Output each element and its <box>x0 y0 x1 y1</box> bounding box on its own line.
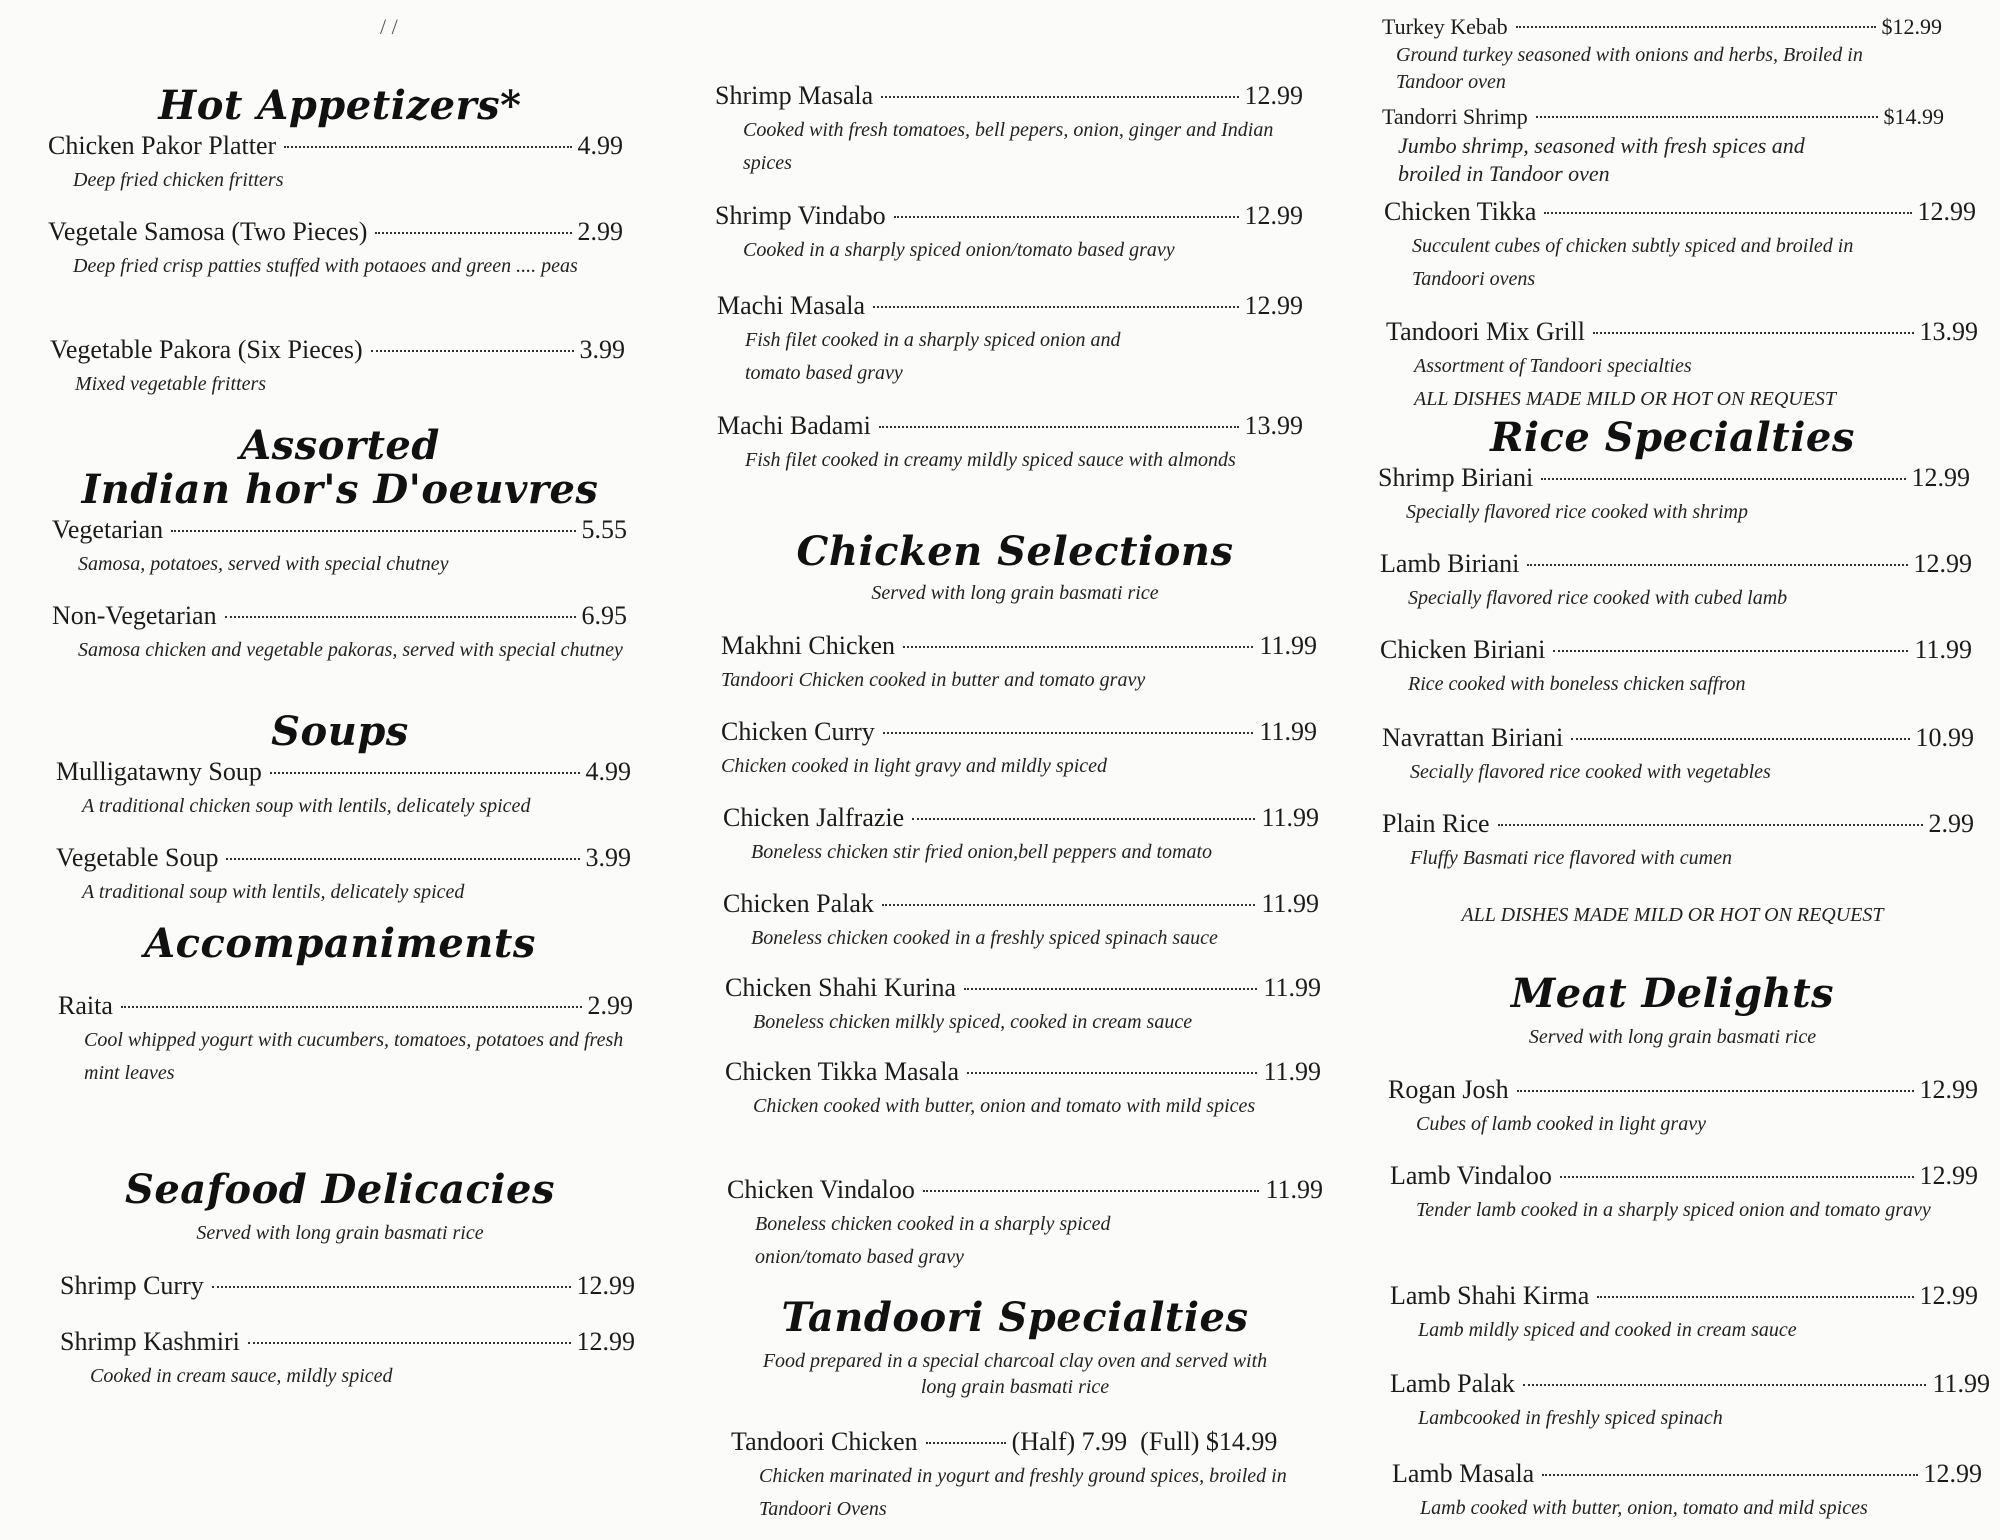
item-description: Succulent cubes of chicken subtly spiced and broiled in Tandoori ovens <box>1412 235 1854 290</box>
item-description: Chicken cooked with butter, onion and tomato with mild spices <box>753 1095 1256 1117</box>
item-description: Cool whipped yogurt with cucumbers, tomatoes, potatoes and fresh mint leaves <box>84 1029 624 1084</box>
menu-item <box>715 200 1303 232</box>
item-price: 12.99 <box>1919 1161 1978 1190</box>
item-name: Tandoori Chicken <box>731 1427 918 1456</box>
section-title-meat: Meat Delights <box>1510 970 1835 1017</box>
item-name: Turkey Kebab <box>1382 14 1508 39</box>
leader-dots <box>371 350 574 352</box>
leader-dots <box>1523 1384 1927 1386</box>
leader-dots <box>1553 650 1908 652</box>
menu-item <box>48 216 623 248</box>
menu-item <box>1390 1280 1978 1312</box>
item-description: Jumbo shrimp, seasoned with fresh spices and broiled in Tandoor oven <box>1398 133 1805 186</box>
section-title-chicken: Chicken Selections <box>796 528 1234 575</box>
menu-item <box>717 410 1303 442</box>
menu-item <box>1384 196 1976 228</box>
item-name: Lamb Masala <box>1392 1459 1535 1488</box>
item-name: Vegetarian <box>52 515 164 544</box>
leader-dots <box>1593 332 1914 334</box>
leader-dots <box>121 1006 582 1008</box>
item-name: Chicken Vindaloo <box>727 1175 915 1204</box>
item-name: Shrimp Masala <box>715 81 874 110</box>
section-title-assorted: Assorted <box>240 422 440 469</box>
item-price: 12.99 <box>1923 1459 1982 1488</box>
menu-item <box>60 1326 635 1358</box>
item-price: 11.99 <box>1259 631 1317 660</box>
item-description: Specially flavored rice cooked with shrimp <box>1406 501 1748 523</box>
item-price: 2.99 <box>1928 809 1974 838</box>
leader-dots <box>1597 1296 1913 1298</box>
item-price: 2.99 <box>577 217 623 246</box>
item-description: Boneless chicken cooked in a freshly spiced spinach sauce <box>751 927 1218 949</box>
item-description: Specially flavored rice cooked with cubed lamb <box>1408 587 1788 609</box>
item-name: Vegetable Soup <box>56 843 219 872</box>
item-price: $14.99 <box>1883 104 1944 129</box>
item-name: Lamb Biriani <box>1380 549 1520 578</box>
item-price: 12.99 <box>1244 81 1303 110</box>
menu-item <box>721 630 1317 662</box>
item-price: 13.99 <box>1244 411 1303 440</box>
menu-item <box>727 1174 1323 1206</box>
menu-item <box>60 1270 635 1302</box>
item-name: Shrimp Vindabo <box>715 201 886 230</box>
leader-dots <box>1544 212 1911 214</box>
item-price: $12.99 <box>1881 14 1942 39</box>
item-name: Shrimp Kashmiri <box>60 1327 240 1356</box>
item-description: Deep fried crisp patties stuffed with potaoes and green .... peas <box>73 255 578 277</box>
item-price: 12.99 <box>576 1271 635 1300</box>
leader-dots <box>881 96 1238 98</box>
leader-dots <box>270 772 580 774</box>
leader-dots <box>171 530 575 532</box>
menu-item <box>58 990 633 1022</box>
leader-dots <box>226 858 579 860</box>
item-price: 11.99 <box>1932 1369 1990 1398</box>
item-description: Tandoori Chicken cooked in butter and tomato gravy <box>721 669 1146 691</box>
item-description: Boneless chicken cooked in a sharply spiced onion/tomato based gravy <box>755 1213 1111 1268</box>
item-price: 6.95 <box>581 601 627 630</box>
menu-item <box>1382 104 1944 130</box>
item-price-half: (Half) 7.99 <box>1011 1427 1128 1456</box>
leader-dots <box>1516 26 1876 28</box>
item-name: Machi Masala <box>717 291 866 320</box>
item-name: Non-Vegetarian <box>52 601 217 630</box>
leader-dots <box>1571 738 1909 740</box>
item-price: 12.99 <box>1913 549 1972 578</box>
item-description: Fluffy Basmati rice flavored with cumen <box>1410 847 1732 869</box>
item-name: Lamb Shahi Kirma <box>1390 1281 1590 1310</box>
item-price: 12.99 <box>1911 463 1970 492</box>
item-price: 2.99 <box>587 991 633 1020</box>
item-price: 12.99 <box>576 1327 635 1356</box>
item-name: Plain Rice <box>1382 809 1490 838</box>
leader-dots <box>879 426 1239 428</box>
item-description: Secially flavored rice cooked with vegetables <box>1410 761 1771 783</box>
leader-dots <box>1542 1474 1917 1476</box>
item-description: Lambcooked in freshly spiced spinach <box>1418 1407 1723 1429</box>
item-description: Cooked in cream sauce, mildly spiced <box>90 1365 393 1387</box>
leader-dots <box>1517 1090 1914 1092</box>
item-name: Shrimp Curry <box>60 1271 204 1300</box>
item-name: Chicken Pakor Platter <box>48 131 277 160</box>
item-price: 12.99 <box>1919 1075 1978 1104</box>
item-name: Chicken Shahi Kurina <box>725 973 957 1002</box>
item-price: 11.99 <box>1261 803 1319 832</box>
menu-item <box>1382 14 1942 40</box>
item-price: 12.99 <box>1919 1281 1978 1310</box>
section-title-hot-appetizers: Hot Appetizers* <box>158 82 522 129</box>
leader-dots <box>225 616 576 618</box>
menu-item <box>1390 1368 1990 1400</box>
menu-item <box>1380 548 1972 580</box>
item-name: Chicken Curry <box>721 717 875 746</box>
menu-column-1 <box>40 0 640 1540</box>
menu-item <box>1382 808 1974 840</box>
item-name: Shrimp Biriani <box>1378 463 1534 492</box>
leader-dots <box>1536 116 1878 118</box>
menu-item <box>1392 1458 1982 1490</box>
item-description: Mixed vegetable fritters <box>75 373 267 395</box>
item-name: Chicken Biriani <box>1380 635 1546 664</box>
menu-item <box>48 130 623 162</box>
item-description: Tender lamb cooked in a sharply spiced onion and tomato gravy <box>1416 1199 1931 1221</box>
item-name: Chicken Jalfrazie <box>723 803 905 832</box>
item-description: Samosa, potatoes, served with special chutney <box>78 553 449 575</box>
item-description: Fish filet cooked in a sharply spiced onion and tomato based gravy <box>745 329 1121 384</box>
item-description: Boneless chicken stir fried onion,bell peppers and tomato <box>751 841 1213 863</box>
section-subtitle: Food prepared in a special charcoal clay oven and served with long grain basmati rice <box>762 1350 1268 1398</box>
leader-dots <box>1541 478 1905 480</box>
section-subtitle: Served with long grain basmati rice <box>871 582 1159 604</box>
item-price: 13.99 <box>1919 317 1978 346</box>
item-price: 3.99 <box>579 335 625 364</box>
leader-dots <box>883 732 1254 734</box>
menu-item <box>725 972 1321 1004</box>
item-price: 11.99 <box>1263 1057 1321 1086</box>
item-price: 3.99 <box>585 843 631 872</box>
menu-item <box>723 888 1319 920</box>
menu-column-2 <box>705 0 1325 1540</box>
item-price: 4.99 <box>585 757 631 786</box>
item-name: Vegetale Samosa (Two Pieces) <box>48 217 368 246</box>
menu-column-3 <box>1370 0 1990 1540</box>
item-name: Lamb Palak <box>1390 1369 1515 1398</box>
menu-item <box>1386 316 1978 348</box>
leader-dots <box>912 818 1255 820</box>
section-title-tandoori: Tandoori Specialties <box>781 1294 1249 1341</box>
item-price: 11.99 <box>1914 635 1972 664</box>
item-name: Navrattan Biriani <box>1382 723 1564 752</box>
item-name: Tandoori Mix Grill <box>1386 317 1585 346</box>
item-description: Chicken cooked in light gravy and mildly spiced <box>721 755 1108 777</box>
leader-dots <box>882 904 1256 906</box>
leader-dots <box>926 1442 1006 1444</box>
item-description: Assortment of Tandoori specialties <box>1414 355 1692 377</box>
section-title-rice: Rice Specialties <box>1490 414 1855 461</box>
item-price: 5.55 <box>581 515 627 544</box>
menu-item <box>715 80 1303 112</box>
item-description: Lamb cooked with butter, onion, tomato and mild spices <box>1420 1497 1868 1519</box>
item-price: 12.99 <box>1917 197 1976 226</box>
item-description: Cooked in a sharply spiced onion/tomato based gravy <box>743 239 1175 261</box>
leader-dots <box>1560 1176 1914 1178</box>
item-price: 12.99 <box>1244 291 1303 320</box>
item-price: 10.99 <box>1915 723 1974 752</box>
leader-dots <box>903 646 1253 648</box>
item-price: 11.99 <box>1263 973 1321 1002</box>
item-description: Deep fried chicken fritters <box>73 169 284 191</box>
item-price: 12.99 <box>1244 201 1303 230</box>
item-name: Mulligatawny Soup <box>56 757 262 786</box>
menu-item <box>56 756 631 788</box>
leader-dots <box>1527 564 1907 566</box>
leader-dots <box>212 1286 571 1288</box>
leader-dots <box>967 1072 1257 1074</box>
item-price: 4.99 <box>577 131 623 160</box>
menu-item <box>52 514 627 546</box>
leader-dots <box>248 1342 571 1344</box>
item-description: A traditional chicken soup with lentils, delicately spiced <box>82 795 531 817</box>
section-subtitle: Served with long grain basmati rice <box>196 1222 484 1244</box>
leader-dots <box>964 988 1257 990</box>
menu-item <box>1380 634 1972 666</box>
item-name: Rogan Josh <box>1388 1075 1509 1104</box>
leader-dots <box>1498 824 1923 826</box>
menu-item <box>725 1056 1321 1088</box>
item-description: Chicken marinated in yogurt and freshly ground spices, broiled in Tandoori Ovens <box>759 1465 1287 1520</box>
section-subtitle: Served with long grain basmati rice <box>1528 1026 1817 1048</box>
leader-dots <box>873 306 1238 308</box>
menu-item <box>723 802 1319 834</box>
menu-item <box>731 1426 1325 1458</box>
item-name: Chicken Palak <box>723 889 874 918</box>
menu-item <box>56 842 631 874</box>
menu-item <box>1390 1160 1978 1192</box>
item-description: Boneless chicken milkly spiced, cooked in cream sauce <box>753 1011 1193 1033</box>
section-title-accompaniments: Accompaniments <box>144 920 536 967</box>
item-description: Samosa chicken and vegetable pakoras, served with special chutney <box>78 639 623 661</box>
item-name: Machi Badami <box>717 411 871 440</box>
leader-dots <box>284 146 571 148</box>
item-price: 11.99 <box>1265 1175 1323 1204</box>
item-description: Lamb mildly spiced and cooked in cream sauce <box>1418 1319 1797 1341</box>
item-description: Cubes of lamb cooked in light gravy <box>1416 1113 1706 1135</box>
section-title-seafood: Seafood Delicacies <box>124 1166 556 1213</box>
item-description: Fish filet cooked in creamy mildly spiced sauce with almonds <box>745 449 1236 471</box>
item-name: Lamb Vindaloo <box>1390 1161 1552 1190</box>
item-description: Cooked with fresh tomatoes, bell pepers, onion, ginger and Indian spices <box>743 119 1274 174</box>
item-price: 11.99 <box>1259 717 1317 746</box>
item-name: Chicken Tikka Masala <box>725 1057 959 1086</box>
menu-item <box>50 334 625 366</box>
leader-dots <box>894 216 1239 218</box>
scan-mark: / / <box>380 14 398 39</box>
item-name: Tandorri Shrimp <box>1382 104 1528 129</box>
leader-dots <box>375 232 571 234</box>
item-description: A traditional soup with lentils, delicately spiced <box>82 881 465 903</box>
menu-item <box>1382 722 1974 754</box>
menu-item <box>717 290 1303 322</box>
spice-note: ALL DISHES MADE MILD OR HOT ON REQUEST <box>1414 388 1837 410</box>
menu-item <box>721 716 1317 748</box>
section-title-soups: Soups <box>271 708 409 755</box>
item-name: Makhni Chicken <box>721 631 896 660</box>
spice-note: ALL DISHES MADE MILD OR HOT ON REQUEST <box>1461 904 1884 926</box>
item-price: 11.99 <box>1261 889 1319 918</box>
item-name: Chicken Tikka <box>1384 197 1537 226</box>
item-name: Raita <box>58 991 113 1020</box>
menu-item <box>52 600 627 632</box>
item-price-full: (Full) $14.99 <box>1140 1427 1278 1456</box>
leader-dots <box>923 1190 1260 1192</box>
menu-item <box>1378 462 1970 494</box>
item-description: Ground turkey seasoned with onions and herbs, Broiled in Tandoor oven <box>1396 44 1863 93</box>
section-title-hors-doeuvres: Indian hor's D'oeuvres <box>81 466 599 513</box>
item-description: Rice cooked with boneless chicken saffron <box>1408 673 1746 695</box>
menu-item <box>1388 1074 1978 1106</box>
item-name: Vegetable Pakora (Six Pieces) <box>50 335 363 364</box>
